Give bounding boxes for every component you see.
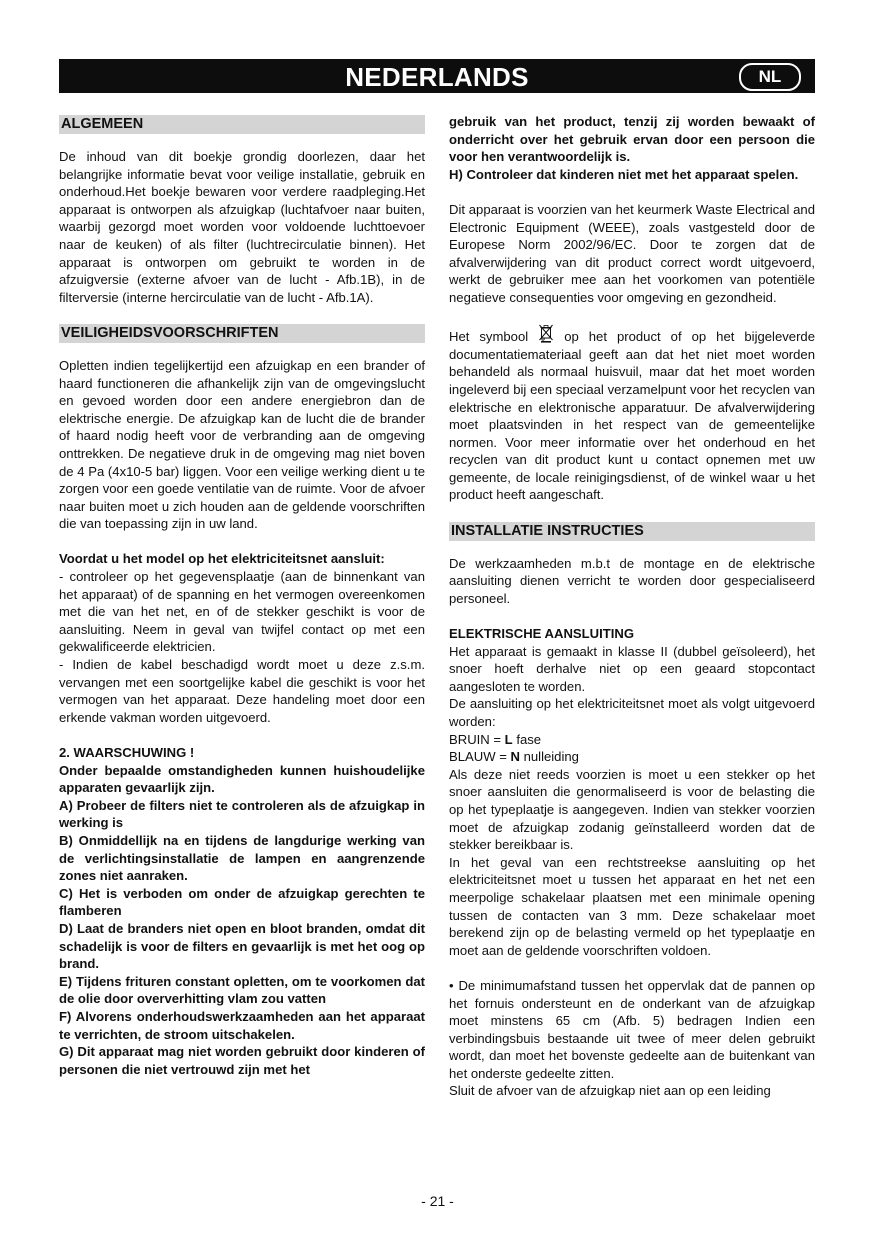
symbool-paragraph [449,324,815,504]
page-title: NEDERLANDS [345,62,529,92]
section-heading-algemeen: ALGEMEEN [59,115,425,134]
symbool-pre: Het symbool [449,329,529,345]
language-badge: NL [739,63,801,91]
weee-bin-icon [538,324,554,343]
waarschuwing-g-continued: gebruik van het product, tenzij zij worden bewaakt of onderricht over het gebruik ervan door een persoon die voor hen verantwoordelijk is. [449,114,815,165]
waarschuwing-intro: Onder bepaalde omstandigheden kunnen huishoudelijke apparaten gevaarlijk zijn. [59,762,425,796]
elektrisch-p1: Het apparaat is gemaakt in klasse II (dubbel geïsoleerd), het snoer hoeft derhalve niet op een geaard stopcontact aangesloten te worden. [449,643,815,694]
waarschuwing-e: E) Tijdens frituren constant opletten, om te voorkomen dat de olie door oververhitting vlam zou vatten [59,973,425,1007]
elektrisch-heading: ELEKTRISCHE AANSLUITING [449,626,635,642]
waarschuwing-c: C) Het is verboden om onder de afzuigkap gerechten te flamberen [59,885,425,919]
waarschuwing-g: G) Dit apparaat mag niet worden gebruikt door kinderen of personen die niet vertrouwd zijn met het [59,1044,425,1077]
veiligheid-text: Opletten indien tegelijkertijd een afzuigkap en een brander of haard functioneren die afhankelijk zijn van de omgevingslucht en gevoed worden door een andere energiebron dan de elektrische energie. De afzuigkap kan de lucht die de brander of haard nodig heeft voor de verbranding aan de omgeving onttrekken. De negatieve druk in de omgeving mag niet boven de 4 Pa (4x10-5 bar) liggen. Voor een veilige werking dient u te zorgen voor een goede ventilatie van de ruimte. Voor de afvoer naar buiten moet u zich houden aan de geldende voorschriften die van toepassing zijn in uw land. [59,357,425,532]
bruin-line: BRUIN = L fase [449,731,542,747]
symbool-post: op het product of op het bijgeleverde documentatiemateriaal geeft aan dat het niet moet worden behandeld als normaal huisvuil, maar dat het moet worden ingeleverd bij een speciaal verzamelpunt voor het recyclen van elektrische en elektronische apparatuur. De afvalverwijdering moet plaatsvinden in het respect van de gemeentelijke normen. Voor meer informatie over het onderhoud en het recyclen van dit product kunt u contact opnemen met uw gemeente, de locale reinigingsdienst, of de winkel waar u het product heeft aangeschaft. [449,329,815,503]
left-column [59,115,425,1078]
waarschuwing-b: B) Onmiddellijk na en tijdens de langdurige werking van de verlichtingsinstallatie de lampen en aangrenzende zones niet aanraken. [59,832,425,884]
page-header [59,59,815,93]
aansluit-heading: Voordat u het model op het elektriciteitsnet aansluit: [59,551,385,567]
page-number: - 21 - [421,1193,454,1209]
elektrisch-p2: De aansluiting op het elektriciteitsnet moet als volgt uitgevoerd worden: [449,696,815,729]
waarschuwing-f: F) Alvorens onderhoudswerkzaamheden aan het apparaat te verrichten, de stroom uitschakelen. [59,1008,425,1042]
waarschuwing-a: A) Probeer de filters niet te controleren als de afzuigkap in werking is [59,797,425,831]
elektrisch-p3: Als deze niet reeds voorzien is moet u een stekker op het snoer aansluiten die genormaliseerd is voor de belasting die op het typeplaatje is aangegeven. Indien van stekker voorzien moet de afzuigkap zodanig geïnstalleerd worden dat de stekker bereikbaar is. [449,766,815,853]
bullet-afstand: • De minimumafstand tussen het oppervlak dat de pannen op het fornuis ondersteunt en de onderkant van de afzuigkap moet minstens 65 cm (Afb. 5) bedragen Indien een verbindingsbuis bestaande uit twee of meer delen gebruikt wordt, dan moet het bovenste gedeelte aan de buitenkant van het onderste gedeelte zitten. [449,977,815,1081]
weee-text: Dit apparaat is voorzien van het keurmerk Waste Electrical and Electronic Equipment (WEEE), zoals vastgesteld door de Europese Norm 2002/96/EC. Door te zorgen dat de afvalverwijdering van dit product correct wordt uitgevoerd, werkt de gebruiker mee aan het voorkomen van potentiële negatieve consequenties voor omgeving en gezondheid. [449,201,815,305]
installatie-text: De werkzaamheden m.b.t de montage en de elektrische aansluiting dienen verricht te worden door gespecialiseerd personeel. [449,555,815,606]
aansluit-item-1: - controleer op het gegevensplaatje (aan de binnenkant van het apparaat) of de spanning en het vermogen overeenkomen met die van het net, en of de stekker geschikt is voor de aansluiting. Neem in geval van twijfel contact op met een gekwalificeerde elektricien. [59,569,425,655]
blauw-line: BLAUW = N nulleiding [449,749,579,765]
waarschuwing-h: H) Controleer dat kinderen niet met het apparaat spelen. [449,166,799,182]
waarschuwing-d: D) Laat de branders niet open en bloot branden, omdat dit schadelijk is voor de filters en gevaarlijk is met het oog op brand. [59,920,425,972]
section-heading-installatie: INSTALLATIE INSTRUCTIES [449,522,815,541]
last-line: Sluit de afvoer van de afzuigkap niet aan op een leiding [449,1083,771,1099]
waarschuwing-heading: 2. WAARSCHUWING ! [59,745,195,760]
section-heading-veiligheid: VEILIGHEIDSVOORSCHRIFTEN [59,324,425,343]
algemeen-text: De inhoud van dit boekje grondig doorlezen, daar het belangrijke informatie bevat voor veilige installatie, gebruik en onderhoud.Het boekje bewaren voor verdere raadpleging.Het apparaat is ontworpen als afzuigkap (luchtafvoer naar buiten, waarbij gezorgd moet worden voor voldoende luchttoevoer naar de keuken) of als filter (luchtrecirculatie binnen). Het apparaat is ontworpen om gebruikt te worden in de afzuigversie (externe afvoer van de lucht - Afb.1B), in de filterversie (interne hercirculatie van de lucht - Afb.1A). [59,149,425,305]
aansluit-item-2: - Indien de kabel beschadigd wordt moet u deze z.s.m. vervangen met een soortgelijke kabel die geschikt is voor het vermogen van het apparaat. Deze handeling moet door een erkende vakman worden uitgevoerd. [59,657,425,725]
elektrisch-p4: In het geval van een rechtstreekse aansluiting op het elektriciteitsnet moet u tussen het apparaat en het net een meerpolige schakelaar plaatsen met een minimale opening tussen de contacten van 3 mm. Deze schakelaar moet berekend zijn op de belasting vermeld op het typeplaatje en moet aan de geldende voorschriften voldoen. [449,854,815,958]
right-column [449,113,815,1100]
